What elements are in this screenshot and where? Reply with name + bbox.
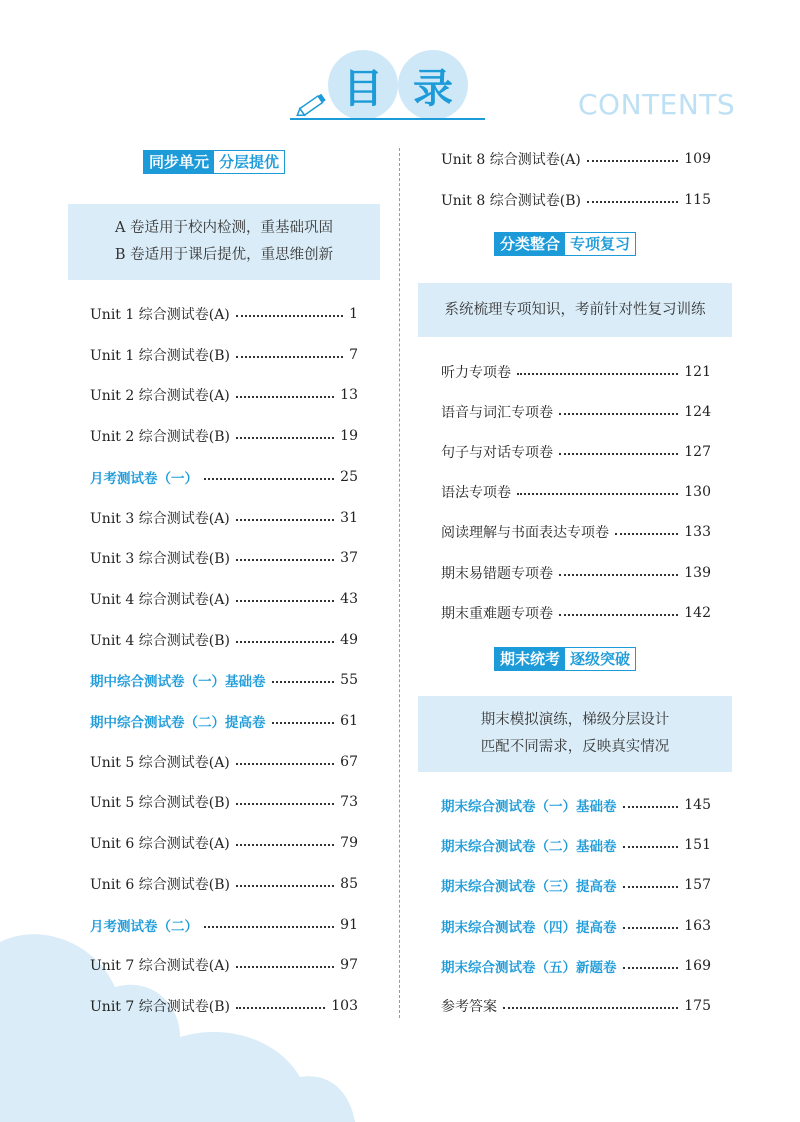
dot-leader <box>236 559 334 561</box>
toc-entry[interactable] <box>441 522 711 542</box>
toc-entry[interactable] <box>441 190 711 210</box>
toc-entry[interactable] <box>441 835 711 855</box>
dot-leader <box>236 356 343 358</box>
toc-entry[interactable] <box>90 833 358 853</box>
dot-leader <box>517 373 678 375</box>
toc-entry[interactable] <box>90 426 358 446</box>
toc-entry-label: 听力专项卷 <box>441 365 511 381</box>
dot-leader <box>204 478 334 480</box>
toc-entry-page: 103 <box>331 997 358 1014</box>
dot-leader <box>623 846 679 848</box>
toc-entry[interactable] <box>441 603 711 623</box>
dot-leader <box>272 681 335 683</box>
toc-entry[interactable] <box>90 630 358 650</box>
toc-entry[interactable] <box>90 508 358 528</box>
dot-leader <box>236 315 343 317</box>
toc-entry-page: 97 <box>340 957 358 974</box>
toc-entry-label: 期中综合测试卷（二）提高卷 <box>90 715 266 731</box>
toc-entry-page: 31 <box>340 509 358 526</box>
toc-entry[interactable] <box>90 345 358 365</box>
dot-leader <box>272 722 335 724</box>
toc-entry[interactable] <box>441 149 711 169</box>
toc-entry-page: 169 <box>684 957 711 974</box>
toc-entry-page: 145 <box>684 797 711 813</box>
section-description <box>418 696 732 772</box>
toc-entry-label: 期中综合测试卷（一）基础卷 <box>90 674 266 691</box>
toc-entry-label: 期末综合测试卷（三）提高卷 <box>441 879 617 896</box>
toc-entry-label: Unit 3 综合测试卷(A) <box>90 510 230 527</box>
toc-entry[interactable] <box>441 442 711 462</box>
title-underline <box>290 118 485 120</box>
toc-entry[interactable] <box>441 996 711 1016</box>
toc-entry[interactable] <box>90 304 358 324</box>
title-char-2: 录 <box>398 50 468 120</box>
toc-entry-page: 175 <box>684 998 711 1014</box>
dot-leader <box>623 886 679 888</box>
toc-entry[interactable] <box>90 548 358 568</box>
toc-entry-page: 43 <box>340 590 358 607</box>
toc-entry-page: 142 <box>684 604 711 621</box>
toc-entry-label: Unit 6 综合测试卷(A) <box>90 836 230 853</box>
toc-entry-label: Unit 6 综合测试卷(B) <box>90 876 230 893</box>
contents-subtitle: CONTENTS <box>578 88 736 121</box>
toc-entry[interactable] <box>441 795 711 815</box>
toc-entry-label: Unit 2 综合测试卷(A) <box>90 388 230 405</box>
toc-entry-page: 109 <box>684 151 711 167</box>
toc-entry-page: 91 <box>340 916 358 933</box>
section-tag-b: 专项复习 <box>565 233 635 255</box>
toc-entry-page: 73 <box>340 794 358 811</box>
toc-entry[interactable] <box>441 916 711 936</box>
dot-leader <box>236 437 334 439</box>
toc-entry[interactable] <box>90 792 358 812</box>
toc-entry-label: Unit 4 综合测试卷(A) <box>90 591 230 608</box>
section-tag-b: 逐级突破 <box>565 648 635 670</box>
toc-entry-page: 139 <box>684 564 711 581</box>
toc-entry[interactable] <box>90 467 358 487</box>
toc-entry-label: 语法专项卷 <box>441 485 511 502</box>
dot-leader <box>587 160 679 162</box>
toc-entry-page: 127 <box>684 444 711 461</box>
toc-entry[interactable] <box>441 875 711 895</box>
toc-entry[interactable] <box>90 874 358 894</box>
toc-entry-label: Unit 4 综合测试卷(B) <box>90 632 230 649</box>
dot-leader <box>559 453 678 455</box>
dot-leader <box>236 396 334 398</box>
toc-entry-page: 163 <box>684 917 711 934</box>
toc-entry-label: 月考测试卷（二） <box>90 918 198 935</box>
dot-leader <box>236 844 334 846</box>
toc-entry-page: 13 <box>340 387 358 404</box>
toc-entry[interactable] <box>90 955 358 975</box>
dot-leader <box>559 614 678 616</box>
description-line: A 卷适用于校内检测，重基础巩固 <box>114 220 334 236</box>
toc-entry-page: 85 <box>340 875 358 892</box>
toc-entry-label: 期末重难题专项卷 <box>441 605 553 622</box>
toc-entry-label: Unit 1 综合测试卷(A) <box>90 307 230 323</box>
page-title <box>290 50 490 130</box>
dot-leader <box>204 926 334 928</box>
toc-entry-page: 55 <box>340 672 358 689</box>
toc-entry[interactable] <box>90 670 358 690</box>
dot-leader <box>236 641 334 643</box>
toc-entry[interactable] <box>90 996 358 1016</box>
dot-leader <box>615 533 678 535</box>
dot-leader <box>236 763 334 765</box>
dot-leader <box>559 413 678 415</box>
dot-leader <box>623 967 679 969</box>
dot-leader <box>236 803 334 805</box>
dot-leader <box>236 885 334 887</box>
toc-entry-page: 67 <box>340 753 358 770</box>
toc-entry-label: Unit 7 综合测试卷(B) <box>90 998 230 1015</box>
toc-entry-page: 61 <box>340 713 358 729</box>
description-line: B 卷适用于课后提优，重思维创新 <box>114 247 334 263</box>
toc-entry-page: 121 <box>684 364 711 380</box>
dot-leader <box>587 201 678 203</box>
toc-entry-page: 157 <box>684 877 711 894</box>
toc-entry[interactable] <box>90 752 358 772</box>
toc-entry[interactable] <box>441 956 711 976</box>
section-heading-review <box>494 232 636 256</box>
toc-entry-label: Unit 5 综合测试卷(A) <box>90 754 230 771</box>
toc-entry-label: Unit 7 综合测试卷(A) <box>90 958 230 975</box>
toc-entry-page: 37 <box>340 550 358 567</box>
section-tag-a: 分类整合 <box>495 233 565 255</box>
toc-entry-page: 151 <box>684 837 711 854</box>
toc-entry-page: 130 <box>684 484 711 501</box>
title-char-1: 目 <box>328 50 398 120</box>
toc-entry-label: 参考答案 <box>441 999 497 1015</box>
description-line: 匹配不同需求，反映真实情况 <box>480 739 670 755</box>
toc-entry-label: Unit 1 综合测试卷(B) <box>90 347 230 364</box>
toc-entry[interactable] <box>90 711 358 731</box>
dot-leader <box>236 966 334 968</box>
pencil-icon <box>292 90 332 120</box>
toc-entry-label: 月考测试卷（一） <box>90 470 198 487</box>
dot-leader <box>236 1007 325 1009</box>
toc-entry-page: 25 <box>340 468 358 485</box>
toc-entry-label: 期末综合测试卷（五）新题卷 <box>441 959 617 976</box>
section-description <box>418 283 732 337</box>
toc-entry-label: Unit 2 综合测试卷(B) <box>90 429 230 446</box>
dot-leader <box>236 600 334 602</box>
toc-entry-page: 79 <box>340 835 358 852</box>
toc-entry-label: 期末综合测试卷（四）提高卷 <box>441 919 617 936</box>
toc-entry-page: 115 <box>684 191 711 208</box>
toc-entry-label: Unit 5 综合测试卷(B) <box>90 795 230 812</box>
toc-entry-page: 124 <box>684 404 711 421</box>
dot-leader <box>623 927 679 929</box>
toc-entry[interactable] <box>90 915 358 935</box>
toc-entry[interactable] <box>441 563 711 583</box>
toc-entry-label: 句子与对话专项卷 <box>441 445 553 462</box>
section-tag-a: 同步单元 <box>144 151 214 173</box>
toc-entry-label: 期末综合测试卷（一）基础卷 <box>441 799 617 815</box>
toc-entry[interactable] <box>441 362 711 382</box>
toc-entry-page: 1 <box>349 306 358 322</box>
description-line: 期末模拟演练，梯级分层设计 <box>480 712 670 728</box>
column-divider <box>399 148 400 1018</box>
description-line: 系统梳理专项知识，考前针对性复习训练 <box>444 301 706 318</box>
dot-leader <box>517 493 678 495</box>
toc-entry-page: 133 <box>684 524 711 541</box>
toc-entry-label: Unit 3 综合测试卷(B) <box>90 551 230 568</box>
section-tag-b: 分层提优 <box>214 151 284 173</box>
toc-entry-label: 期末综合测试卷（二）基础卷 <box>441 839 617 856</box>
toc-entry-label: 阅读理解与书面表达专项卷 <box>441 525 609 542</box>
section-tag-a: 期末统考 <box>495 648 565 670</box>
toc-entry-label: Unit 8 综合测试卷(A) <box>441 152 581 168</box>
toc-entry-label: Unit 8 综合测试卷(B) <box>441 192 581 209</box>
dot-leader <box>503 1007 678 1009</box>
toc-entry[interactable] <box>441 402 711 422</box>
section-heading-sync <box>143 150 285 174</box>
toc-entry-label: 期末易错题专项卷 <box>441 565 553 582</box>
dot-leader <box>236 519 334 521</box>
toc-entry-page: 49 <box>340 631 358 648</box>
section-description <box>68 204 380 280</box>
toc-entry[interactable] <box>90 385 358 405</box>
toc-entry-page: 19 <box>340 428 358 445</box>
dot-leader <box>559 574 678 576</box>
toc-entry-page: 7 <box>349 346 358 363</box>
toc-entry[interactable] <box>441 482 711 502</box>
toc-entry-label: 语音与词汇专项卷 <box>441 405 553 422</box>
toc-entry[interactable] <box>90 589 358 609</box>
dot-leader <box>623 806 679 808</box>
section-heading-final <box>494 647 636 671</box>
